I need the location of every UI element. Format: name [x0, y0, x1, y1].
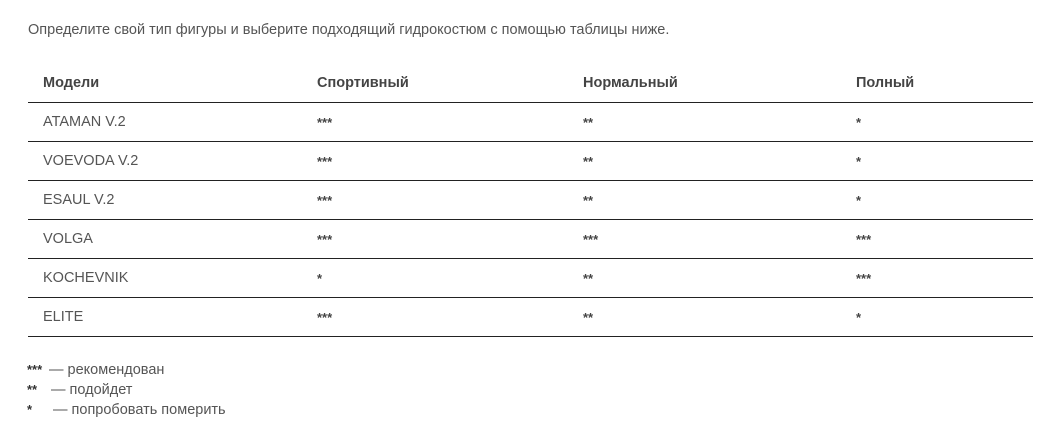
rating-full: *	[841, 298, 1033, 337]
model-name: KOCHEVNIK	[28, 259, 302, 298]
model-name: VOEVODA V.2	[28, 142, 302, 181]
model-name: ELITE	[28, 298, 302, 337]
legend-item-fits	[27, 380, 226, 400]
rating-sport: ***	[302, 220, 568, 259]
legend-text: — попробовать померить	[53, 402, 226, 418]
model-name: ESAUL V.2	[28, 181, 302, 220]
header-sport: Спортивный	[302, 64, 568, 103]
legend-item-recommended	[27, 360, 226, 380]
rating-normal: **	[568, 181, 841, 220]
legend-item-try-on	[27, 400, 226, 420]
legend-text: — подойдет	[51, 382, 133, 398]
table-row	[28, 298, 1033, 337]
legend-mark: **	[27, 382, 38, 397]
model-name: VOLGA	[28, 220, 302, 259]
legend-mark: *	[27, 402, 33, 417]
rating-full: *	[841, 103, 1033, 142]
table-row	[28, 142, 1033, 181]
rating-normal: **	[568, 298, 841, 337]
header-normal: Нормальный	[568, 64, 841, 103]
rating-normal: **	[568, 142, 841, 181]
legend-text: — рекомендован	[49, 362, 165, 378]
rating-sport: ***	[302, 142, 568, 181]
rating-normal: **	[568, 103, 841, 142]
table-row	[28, 103, 1033, 142]
legend-mark: ***	[27, 362, 43, 377]
header-full: Полный	[841, 64, 1033, 103]
rating-full: ***	[841, 259, 1033, 298]
table-header-row	[28, 64, 1033, 103]
rating-full: *	[841, 181, 1033, 220]
rating-normal: ***	[568, 220, 841, 259]
rating-sport: ***	[302, 298, 568, 337]
header-models: Модели	[28, 64, 302, 103]
table-row	[28, 181, 1033, 220]
table-row	[28, 220, 1033, 259]
size-table	[28, 64, 1033, 337]
table-row	[28, 259, 1033, 298]
rating-sport: *	[302, 259, 568, 298]
rating-normal: **	[568, 259, 841, 298]
intro-text: Определите свой тип фигуры и выберите подходящий гидрокостюм с помощью таблицы ниже.	[28, 22, 670, 38]
rating-sport: ***	[302, 181, 568, 220]
rating-full: ***	[841, 220, 1033, 259]
model-name: ATAMAN V.2	[28, 103, 302, 142]
rating-legend	[27, 360, 226, 420]
rating-sport: ***	[302, 103, 568, 142]
rating-full: *	[841, 142, 1033, 181]
